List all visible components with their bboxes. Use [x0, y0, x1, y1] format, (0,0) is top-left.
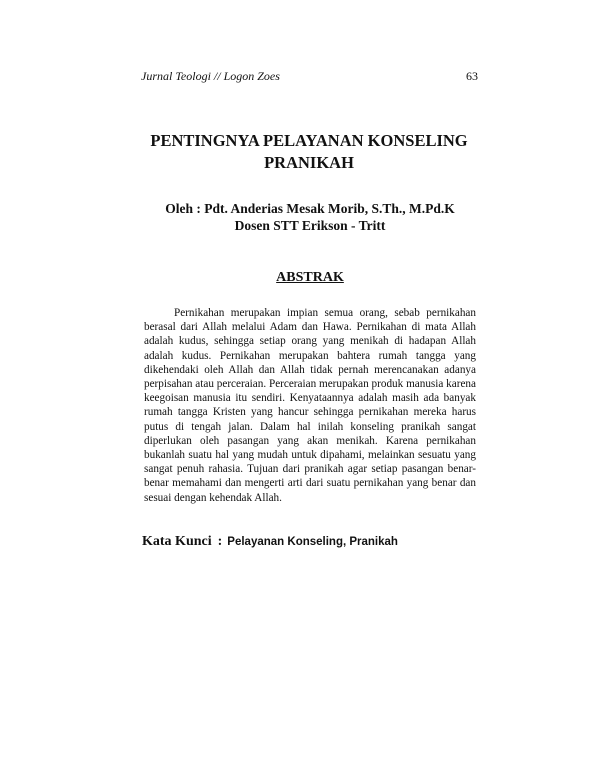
keywords-line	[142, 533, 398, 551]
abstract-body: Pernikahan merupakan impian semua orang, sebab pernikahan berasal dari Allah melalui Adam dan Hawa. Pernikahan di mata Allah adalah kudus, sehingga setiap orang yang menikah di hadapan Allah adalah kudus. Pernikahan merupakan bahtera rumah tangga yang dikehendaki oleh Allah dan Allah tidak pernah merencanakan adanya perpisahan atau perceraian. Perceraian merupakan produk manusia karena keegoisan manusia itu sendiri. Kenyataannya adalah masih ada banyak rumah tangga Kristen yang hancur sehingga pernikahan mereka harus putus di tengah jalan. Dalam hal inilah konseling pranikah sangat diperlukan oleh pasangan yang akan menikah. Karena pernikahan bukanlah suatu hal yang mudah untuk dipahami, melainkan sesuatu yang sangat penuh rahasia. Tujuan dari pranikah agar setiap pasangan benar-benar memahami dan mengerti arti dari suatu pernikahan yang benar dan sesuai dengan kehendak Allah.	[144, 307, 476, 504]
article-title	[0, 130, 600, 174]
title-line-1: PENTINGNYA PELAYANAN KONSELING	[150, 131, 468, 150]
keywords-value: Pelayanan Konseling, Pranikah	[227, 536, 398, 548]
author-name: Oleh : Pdt. Anderias Mesak Morib, S.Th., M.Pd.K	[165, 201, 455, 216]
keywords-separator: :	[217, 534, 223, 549]
author-affiliation: Dosen STT Erikson - Tritt	[234, 218, 386, 233]
journal-header: Jurnal Teologi // Logon Zoes	[141, 69, 280, 83]
abstract-heading: ABSTRAK	[276, 270, 344, 285]
title-line-2: PRANIKAH	[264, 153, 354, 172]
page-number: 63	[466, 69, 478, 83]
author-block	[0, 200, 600, 234]
keywords-label: Kata Kunci	[142, 534, 212, 549]
